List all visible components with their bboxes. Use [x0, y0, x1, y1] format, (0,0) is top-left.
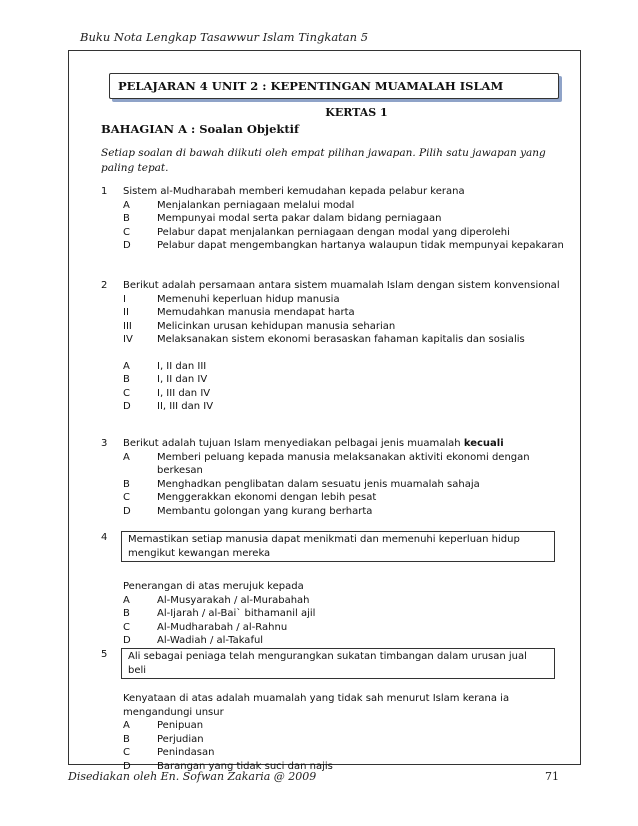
- option-text: Penipuan: [157, 720, 204, 731]
- option-row: [123, 451, 571, 478]
- option-row: [123, 239, 571, 253]
- option-text: Al-Musyarakah / al-Murabahah: [157, 594, 310, 606]
- option-row: [123, 719, 571, 733]
- option-row: [123, 621, 571, 635]
- option-label: D: [123, 760, 131, 772]
- question-stem: Berikut adalah persamaan antara sistem muamalah Islam dengan sistem konvensional: [123, 280, 560, 291]
- question-number: 4: [101, 532, 108, 543]
- option-label: B: [123, 733, 130, 745]
- option-row: [123, 199, 571, 213]
- option-label: A: [123, 360, 130, 372]
- quote-box: Memastikan setiap manusia dapat menikmati dan memenuhi keperluan hidup mengikut kewangan mereka: [121, 531, 555, 562]
- option-label: D: [123, 401, 131, 412]
- question-number: 1: [101, 186, 108, 197]
- option-label: D: [123, 635, 131, 646]
- lesson-title: PELAJARAN 4 UNIT 2 : KEPENTINGAN MUAMALAH ISLAM: [109, 73, 559, 99]
- question-stem: Kenyataan di atas adalah muamalah yang tidak sah menurut Islam kerana ia mengandungi unsur: [123, 693, 510, 718]
- option-row: [123, 607, 571, 621]
- question-stem: Penerangan di atas merujuk kepada: [123, 581, 304, 592]
- option-text: Pelabur dapat menjalankan perniagaan dengan modal yang diperolehi: [157, 226, 510, 238]
- statement-text: Melicinkan urusan kehidupan manusia seharian: [157, 320, 396, 332]
- statement-label: IV: [123, 334, 133, 345]
- option-row: [123, 505, 571, 519]
- option-text: Menggerakkan ekonomi dengan lebih pesat: [157, 492, 377, 503]
- option-text: Perjudian: [157, 733, 204, 745]
- statement-row: [123, 333, 571, 347]
- footer-credit: Disediakan oleh En. Sofwan Zakaria @ 2009: [68, 770, 317, 783]
- question-3: [101, 437, 571, 518]
- option-text: II, III dan IV: [157, 401, 214, 412]
- option-label: A: [123, 720, 130, 731]
- option-text: Penindasan: [157, 747, 215, 758]
- quote-box: Ali sebagai peniaga telah mengurangkan sukatan timbangan dalam urusan jual beli: [121, 648, 555, 679]
- option-text: Al-Ijarah / al-Bai` bithamanil ajil: [157, 608, 316, 619]
- statement-text: Memudahkan manusia mendapat harta: [157, 307, 355, 318]
- statement-label: III: [123, 320, 132, 332]
- option-label: B: [123, 478, 130, 490]
- option-row: [123, 594, 571, 608]
- page-frame: [68, 50, 581, 772]
- option-text: I, II dan III: [157, 360, 207, 372]
- option-text: Menghadkan penglibatan dalam sesuatu jenis muamalah sahaja: [157, 478, 480, 490]
- option-row: [123, 634, 571, 648]
- option-label: C: [123, 226, 130, 238]
- running-header: Buku Nota Lengkap Tasawwur Islam Tingkatan 5: [80, 30, 369, 44]
- option-label: D: [123, 505, 131, 517]
- option-row: [123, 400, 571, 414]
- option-label: C: [123, 747, 130, 758]
- question-stem-emphasis: kecuali: [463, 438, 504, 449]
- statement-row: [123, 320, 571, 334]
- option-text: I, III dan IV: [157, 387, 211, 399]
- page-number: 71: [545, 770, 559, 783]
- statement-label: I: [123, 293, 126, 305]
- question-number: 3: [101, 438, 108, 449]
- instructions: Setiap soalan di bawah diikuti oleh empat pilihan jawapan. Pilih satu jawapan yang paling tepat.: [101, 147, 546, 174]
- statement-row: [123, 293, 571, 307]
- option-label: A: [123, 594, 130, 606]
- option-text: Menjalankan perniagaan melalui modal: [157, 199, 355, 211]
- question-number: 2: [101, 280, 108, 291]
- option-label: C: [123, 621, 130, 633]
- option-label: B: [123, 608, 130, 619]
- option-row: [123, 491, 571, 505]
- question-stem: Sistem al-Mudharabah memberi kemudahan kepada pelabur kerana: [123, 186, 465, 197]
- option-row: [123, 360, 571, 374]
- option-text: Membantu golongan yang kurang berharta: [157, 505, 373, 517]
- question-stem-wrap: [123, 437, 571, 451]
- option-label: B: [123, 213, 130, 224]
- option-text: Pelabur dapat mengembangkan hartanya walaupun tidak mempunyai kepakaran: [157, 240, 564, 251]
- question-number: 5: [101, 649, 108, 660]
- statement-label: II: [123, 307, 129, 318]
- statement-text: Melaksanakan sistem ekonomi berasaskan fahaman kapitalis dan sosialis: [157, 334, 525, 345]
- question-4: [101, 531, 571, 648]
- option-row: [123, 746, 571, 760]
- statement-row: [123, 306, 571, 320]
- question-stem: Berikut adalah tujuan Islam menyediakan pelbagai jenis muamalah: [123, 438, 461, 449]
- option-label: B: [123, 374, 130, 385]
- option-label: A: [123, 199, 130, 211]
- option-row: [123, 733, 571, 747]
- option-text: Memberi peluang kepada manusia melaksanakan aktiviti ekonomi dengan berkesan: [157, 451, 530, 476]
- option-text: Al-Wadiah / al-Takaful: [157, 635, 264, 646]
- section-heading: BAHAGIAN A : Soalan Objektif: [101, 122, 299, 136]
- option-row: [123, 212, 571, 226]
- question-5: [101, 648, 571, 773]
- option-text: Al-Mudharabah / al-Rahnu: [157, 621, 288, 633]
- option-text: I, II dan IV: [157, 374, 208, 385]
- question-1: [101, 185, 571, 253]
- option-label: A: [123, 451, 130, 463]
- question-2: [101, 279, 571, 414]
- option-text: Mempunyai modal serta pakar dalam bidang perniagaan: [157, 213, 442, 224]
- option-label: D: [123, 240, 131, 251]
- statement-text: Memenuhi keperluan hidup manusia: [157, 293, 340, 305]
- option-row: [123, 226, 571, 240]
- option-row: [123, 373, 571, 387]
- option-label: C: [123, 387, 130, 399]
- option-label: C: [123, 492, 130, 503]
- option-text: Barangan yang tidak suci dan najis: [157, 760, 333, 772]
- option-row: [123, 478, 571, 492]
- paper-label: KERTAS 1: [325, 106, 388, 119]
- option-row: [123, 387, 571, 401]
